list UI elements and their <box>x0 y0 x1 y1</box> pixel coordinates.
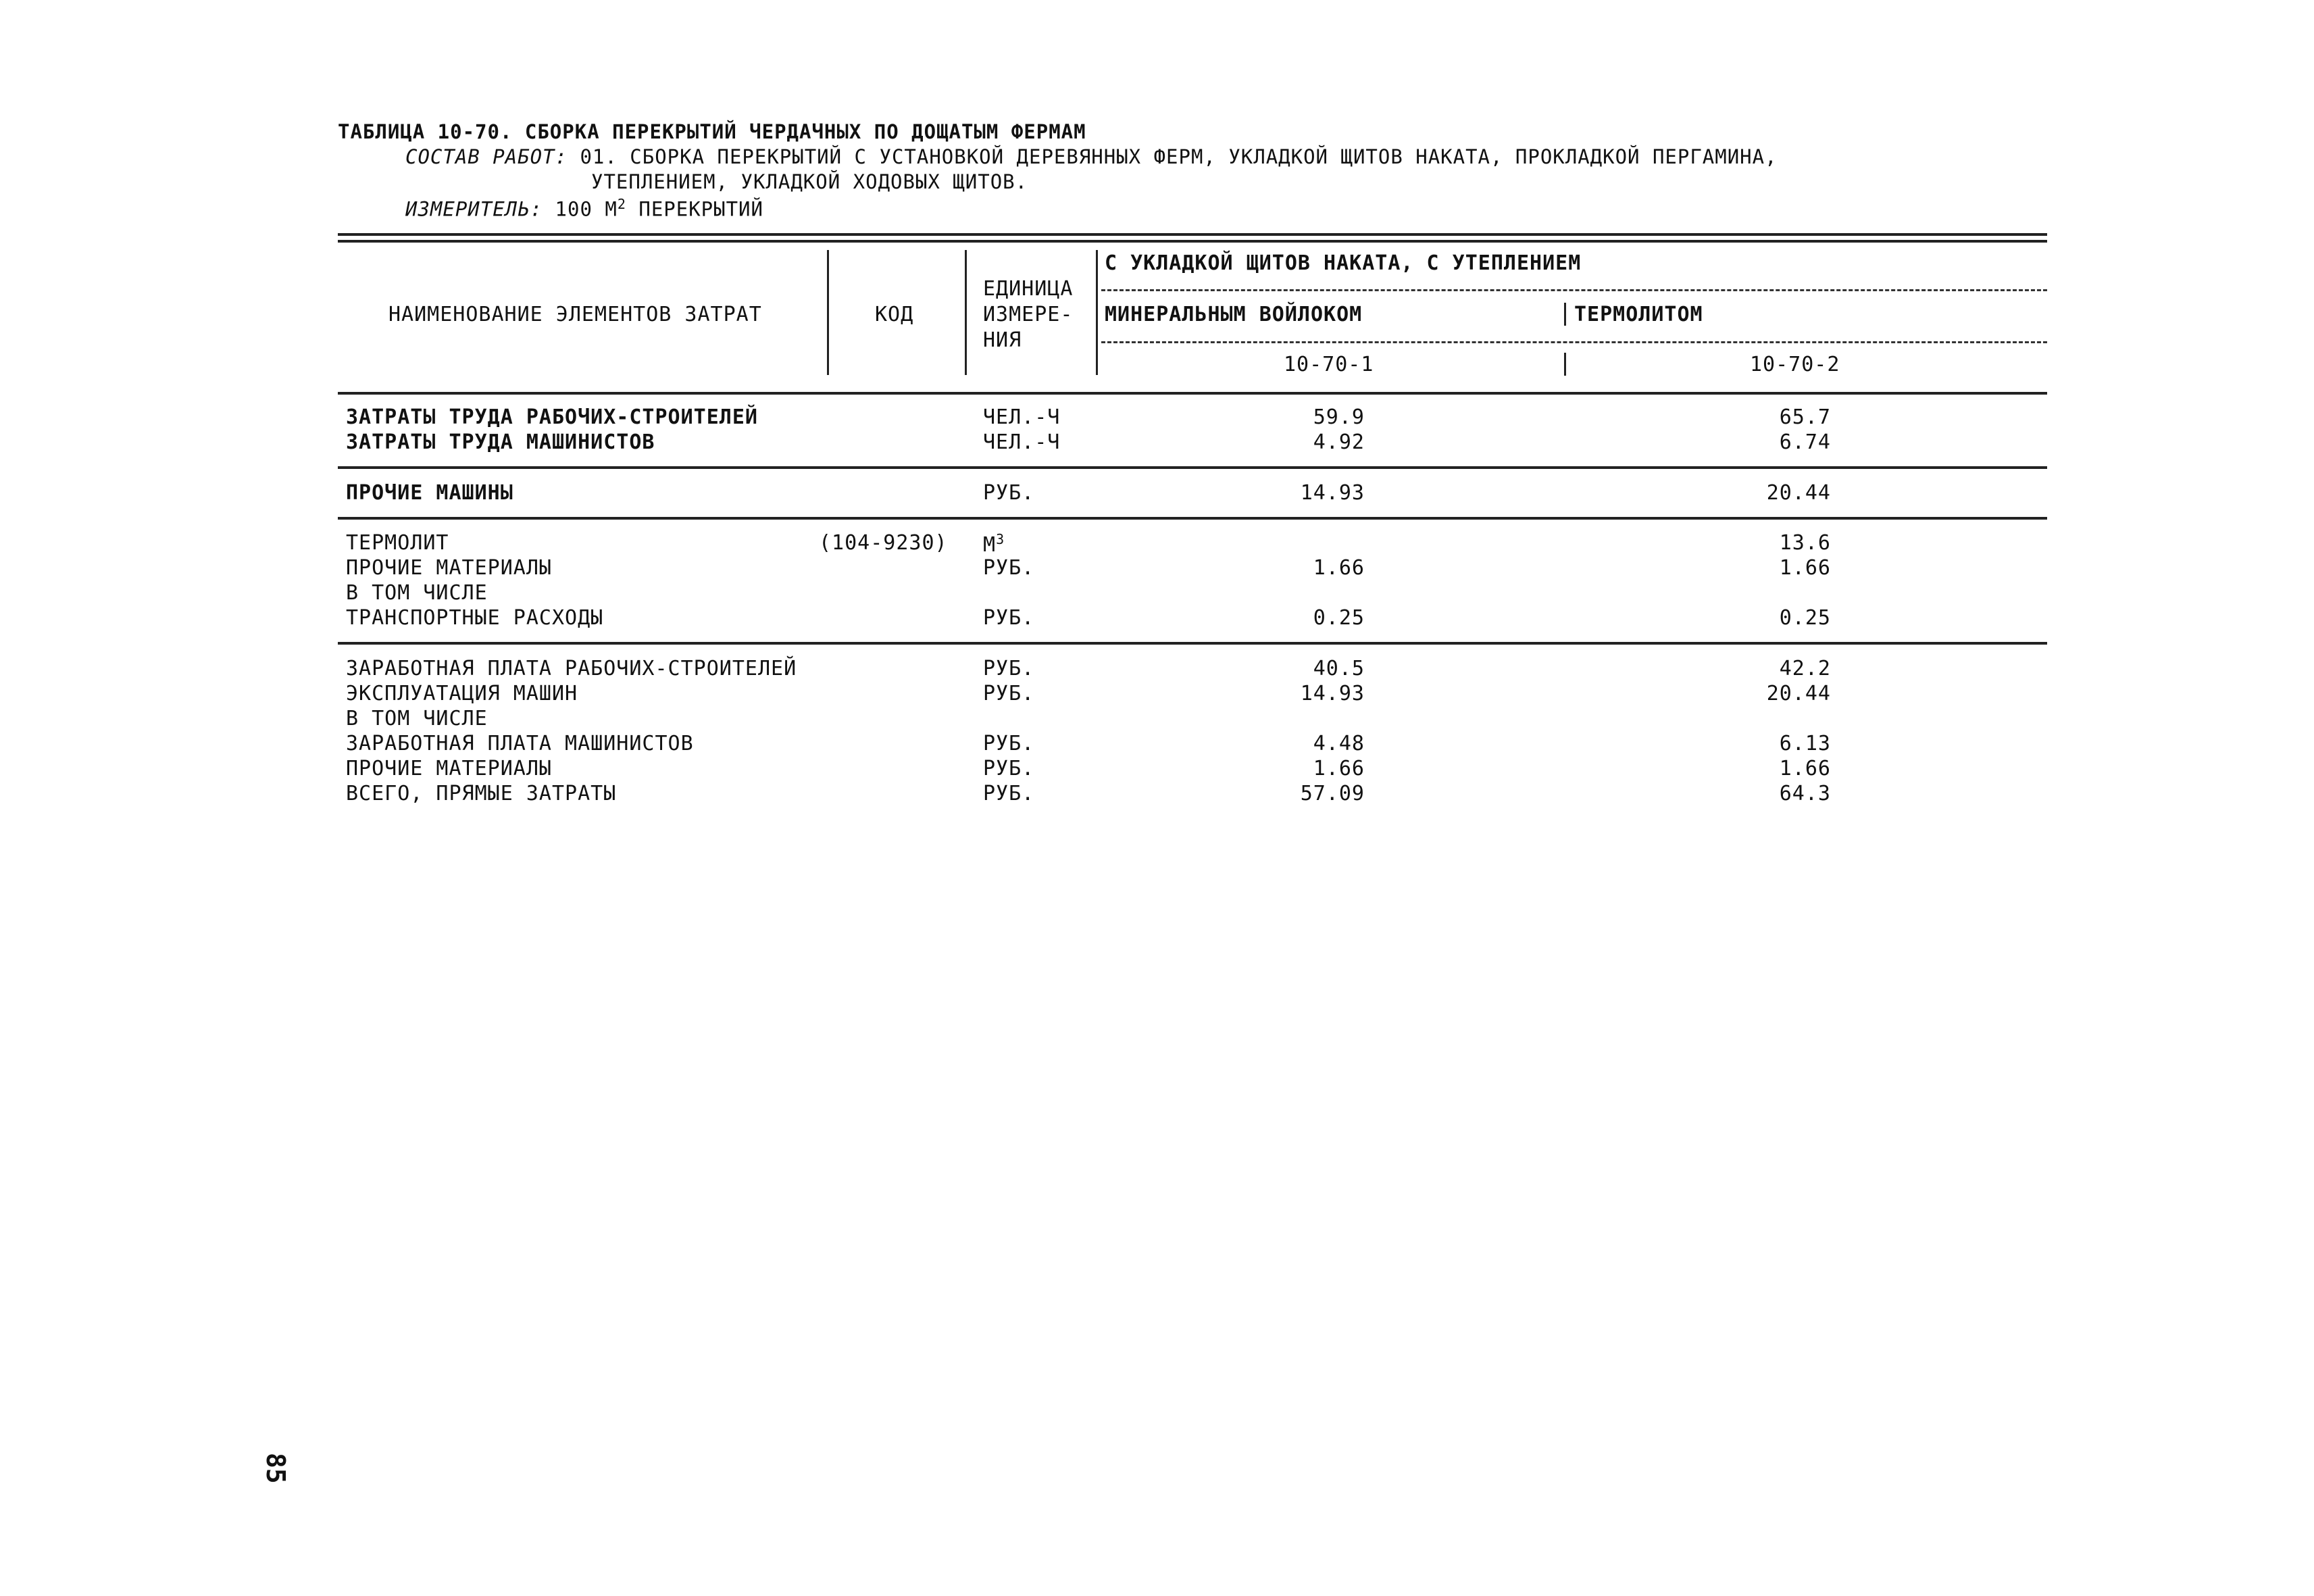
sub-rule <box>1101 341 2047 343</box>
row-unit: ЧЕЛ.-Ч <box>983 430 1061 454</box>
row-name: В ТОМ ЧИСЛЕ <box>346 707 488 730</box>
row-unit: ЧЕЛ.-Ч <box>983 405 1061 429</box>
row-name: ПРОЧИЕ МАТЕРИАЛЫ <box>346 757 552 780</box>
col-unit-header-3: НИЯ <box>983 328 1022 352</box>
group-rule-2 <box>338 517 2047 520</box>
row-value-2: 64.3 <box>1779 782 1831 805</box>
row-value-2: 13.6 <box>1779 531 1831 555</box>
row-name: ЗАРАБОТНАЯ ПЛАТА МАШИНИСТОВ <box>346 732 694 755</box>
row-name: ВСЕГО, ПРЯМЫЕ ЗАТРАТЫ <box>346 782 617 805</box>
group-rule-3 <box>338 642 2047 645</box>
row-name: ТЕРМОЛИТ <box>346 531 449 555</box>
row-unit: РУБ. <box>983 481 1035 505</box>
row-unit: РУБ. <box>983 606 1035 630</box>
row-name: ПРОЧИЕ МАШИНЫ <box>346 481 513 505</box>
row-value-2: 6.13 <box>1779 732 1831 755</box>
row-value-1: 4.48 <box>1313 732 1365 755</box>
row-unit: $М^3$ <box>983 531 1005 557</box>
table-top-rule-2 <box>338 240 2047 243</box>
row-value-1: 59.9 <box>1313 405 1365 429</box>
meter-sup: 2 <box>617 196 626 212</box>
col-sub-header-2: ТЕРМОЛИТОМ <box>1574 303 1703 326</box>
row-unit: РУБ. <box>983 682 1035 705</box>
meter-label: ИЗМЕРИТЕЛЬ: <box>405 197 543 221</box>
row-code: (104-9230) <box>819 531 948 555</box>
row-value-2: 20.44 <box>1766 682 1831 705</box>
table-title: ТАБЛИЦА 10-70. СБОРКА ПЕРЕКРЫТИЙ ЧЕРДАЧНЫХ ПО ДОЩАТЫМ ФЕРМАМ <box>338 120 1086 143</box>
row-name: ЗАРАБОТНАЯ ПЛАТА РАБОЧИХ-СТРОИТЕЛЕЙ <box>346 657 797 680</box>
row-name: В ТОМ ЧИСЛЕ <box>346 581 488 605</box>
col-code-header: КОД <box>875 303 914 326</box>
row-name: ЭКСПЛУАТАЦИЯ МАШИН <box>346 682 578 705</box>
work-text-1: 01. СБОРКА ПЕРЕКРЫТИЙ С УСТАНОВКОЙ ДЕРЕВЯННЫХ ФЕРМ, УКЛАДКОЙ ЩИТОВ НАКАТА, ПРОКЛАДКОЙ ПЕРГАМИНА, <box>580 145 1778 168</box>
work-text-2: УТЕПЛЕНИЕМ, УКЛАДКОЙ ХОДОВЫХ ЩИТОВ. <box>591 170 1028 193</box>
col-divider-3 <box>1096 250 1098 375</box>
row-value-2: 42.2 <box>1779 657 1831 680</box>
row-name: ЗАТРАТЫ ТРУДА МАШИНИСТОВ <box>346 430 655 454</box>
row-value-1: 57.09 <box>1300 782 1365 805</box>
row-value-2: 65.7 <box>1779 405 1831 429</box>
work-composition <box>405 145 1778 168</box>
row-value-2: 0.25 <box>1779 606 1831 630</box>
col-sub-header-1: МИНЕРАЛЬНЫМ ВОЙЛОКОМ <box>1105 303 1363 326</box>
row-value-1: 1.66 <box>1313 757 1365 780</box>
col-divider-5 <box>1564 353 1566 376</box>
row-unit: РУБ. <box>983 657 1035 680</box>
row-value-1: 40.5 <box>1313 657 1365 680</box>
row-value-2: 1.66 <box>1779 757 1831 780</box>
row-unit: РУБ. <box>983 732 1035 755</box>
row-unit: РУБ. <box>983 556 1035 580</box>
group-rule-1 <box>338 466 2047 469</box>
header-bottom-rule <box>338 392 2047 395</box>
col-divider-2 <box>965 250 967 375</box>
work-label: СОСТАВ РАБОТ: <box>405 145 568 168</box>
meter-value: 100 М <box>555 197 618 221</box>
page-number: 85 <box>261 1453 291 1484</box>
row-name: ТРАНСПОРТНЫЕ РАСХОДЫ <box>346 606 604 630</box>
col-divider-1 <box>827 250 829 375</box>
row-name: ПРОЧИЕ МАТЕРИАЛЫ <box>346 556 552 580</box>
row-value-2: 20.44 <box>1766 481 1831 505</box>
row-value-1: 0.25 <box>1313 606 1365 630</box>
table-top-rule <box>338 233 2047 236</box>
row-value-2: 1.66 <box>1779 556 1831 580</box>
measure-unit <box>405 196 763 221</box>
col-group-header: С УКЛАДКОЙ ЩИТОВ НАКАТА, С УТЕПЛЕНИЕМ <box>1105 251 1582 275</box>
row-value-1: 14.93 <box>1300 481 1365 505</box>
row-unit: РУБ. <box>983 782 1035 805</box>
col-divider-4 <box>1564 303 1566 326</box>
col-name-header: НАИМЕНОВАНИЕ ЭЛЕМЕНТОВ ЗАТРАТ <box>388 303 762 326</box>
row-value-1: 14.93 <box>1300 682 1365 705</box>
row-value-2: 6.74 <box>1779 430 1831 454</box>
group-rule <box>1101 289 2047 291</box>
row-value-1: 4.92 <box>1313 430 1365 454</box>
row-value-1: 1.66 <box>1313 556 1365 580</box>
col-unit-header-1: ЕДИНИЦА <box>983 277 1074 301</box>
meter-suffix: ПЕРЕКРЫТИЙ <box>638 197 763 221</box>
col-unit-header-2: ИЗМЕРЕ- <box>983 303 1074 326</box>
col-code-1: 10-70-1 <box>1284 353 1374 376</box>
row-unit: РУБ. <box>983 757 1035 780</box>
col-code-2: 10-70-2 <box>1750 353 1840 376</box>
row-name: ЗАТРАТЫ ТРУДА РАБОЧИХ-СТРОИТЕЛЕЙ <box>346 405 758 429</box>
